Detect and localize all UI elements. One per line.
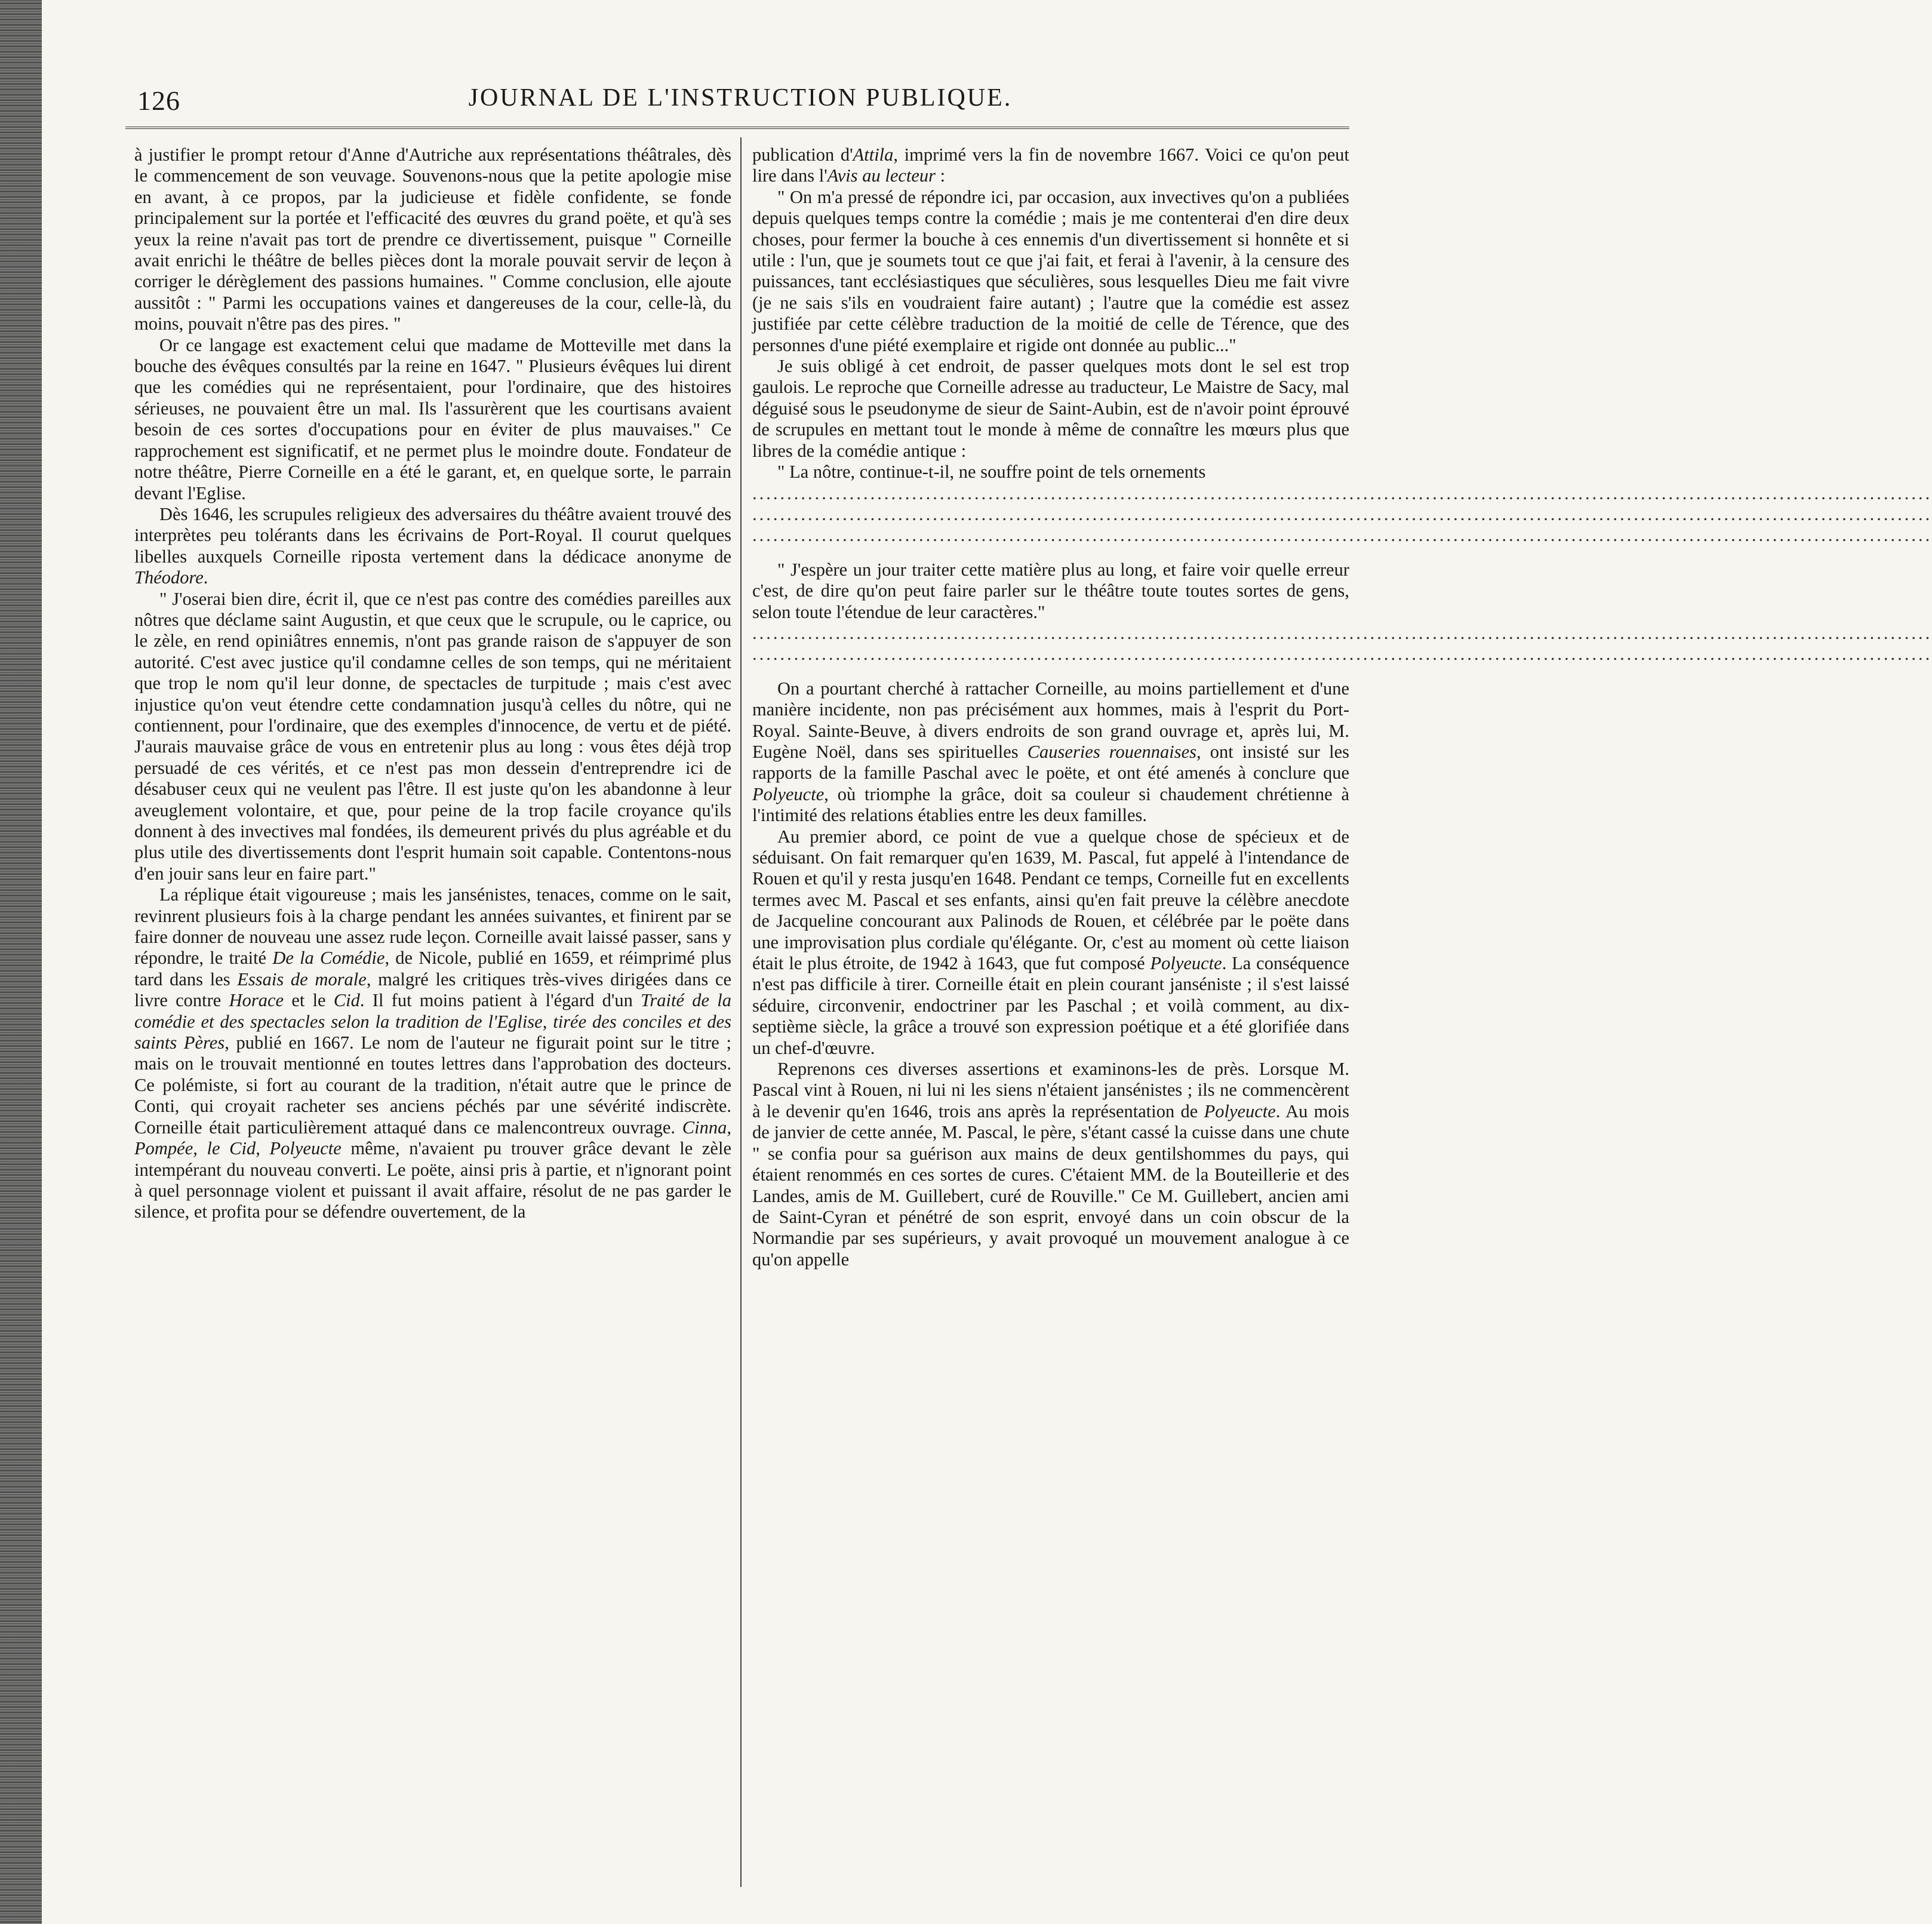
page	[119, 78, 1932, 1893]
right-column	[752, 145, 1932, 1270]
italic-title: Théodore	[134, 567, 204, 588]
scan-edge	[0, 0, 42, 1924]
quotation-paragraph: " J'oserai bien dire, écrit il, que ce n'est pas contre des comédies pareilles aux nôtres que déclame saint Augustin, et que ceux que le scrupule, ou le caprice, ou le zèle, en rend opiniâtres ennemis, n'ont pas grande raison de s'appuyer de son autorité. C'est avec justice qu'il condamne celles de son temps, qui ne méritaient que trop le nom qu'il leur donne, de spectacles de turpitude ; mais c'est avec injustice qu'on veut étendre cette condamnation jusqu'à celles du nôtre, qui ne contiennent, pour l'ordinaire, que des exemples d'innocence, de vertu et de piété. J'aurais mauvaise grâce de vous en entretenir plus au long : vous êtes déjà trop persuadé de ces vérités, et ce n'est pas mon dessein d'entreprendre ici de désabuser ceux qui ne veulent pas l'être. Il est juste qu'on les abandonne à leur aveuglement volontaire, et que, pour peine de la trop facile croyance qu'ils donnent à des invectives mal fondées, ils demeurent privés du plus agréable et du plus utile des divertissements dont l'esprit humain soit capable. Contentons-nous d'en jouir sans leur en faire part."	[134, 588, 731, 884]
omission-dots: ..........................................................................................................................................................................	[752, 482, 1932, 503]
quotation-paragraph: " J'espère un jour traiter cette matière plus au long, et faire voir quelle erreur c'est, de dire qu'on peut faire parler sur le théâtre toute toutes sortes de gens, selon toute l'étendue de leur caractères."	[752, 559, 1349, 622]
omission-dots: ..........................................................................................................................................................................	[752, 525, 1932, 546]
quotation-paragraph: " La nôtre, continue-t-il, ne souffre point de tels ornements	[777, 462, 1206, 482]
paragraph: Je suis obligé à cet endroit, de passer quelques mots dont le sel est trop gaulois. Le reproche que Corneille adresse au traducteur, Le Maistre de Sacy, mal déguisé sous le pseudonyme de sieur de Saint-Aubin, est de n'avoir point éprouvé de scrupules en mettant tout le monde à même de connaître les mœurs plus que libres de la comédie antique :	[752, 356, 1349, 461]
paragraph: La réplique était vigoureuse ; mais les jansénistes, tenaces, comme on le sait, revinrent plusieurs fois à la charge pendant les années suivantes, et finirent par se faire donner de nouveau une assez rude leçon. Corneille avait laissé passer, sans y répondre, le traité De la Comédie, de Nicole, publié en 1659, et réimprimé plus tard dans les Essais de morale, malgré les critiques très-vives dirigées dans ce livre contre Horace et le Cid. Il fut moins patient à l'égard d'un Traité de la comédie et des spectacles selon la tradition de l'Eglise, tirée des conciles et des saints Pères, publié en 1667. Le nom de l'auteur ne figurait point sur le titre ; mais on le trouvait mentionné en toutes lettres dans l'approbation des docteurs. Ce polémiste, si fort au courant de la tradition, n'était autre que le prince de Conti, qui croyait racheter ses anciens péchés par une sévérité indiscrète. Corneille était particulièrement attaqué dans ce malencontreux ouvrage. Cinna, Pompée, le Cid, Polyeucte même, n'avaient pu trouver grâce devant le zèle intempérant du nouveau converti. Le poëte, ainsi pris à partie, et n'ignorant point à quel personnage violent et puissant il avait affaire, résolut de ne pas garder le silence, et profita pour se défendre ouvertement, de la	[134, 884, 731, 1222]
paragraph: publication d'Attila, imprimé vers la fin de novembre 1667. Voici ce qu'on peut lire dans l'Avis au lecteur :	[752, 145, 1349, 186]
paragraph: Or ce langage est exactement celui que madame de Motteville met dans la bouche des évêques consultés par la reine en 1647. " Plusieurs évêques lui dirent que les comédies qui ne représentaient, pour l'ordinaire, que des histoires sérieuses, ne pouvaient être un mal. Ils l'assurèrent que les courtisans avaient besoin de ces sortes d'occupations pour en éviter de plus mauvaises." Ce rapprochement est significatif, et ne permet plus le moindre doute. Fondateur de notre théâtre, Pierre Corneille en a été le garant, et, en quelque sorte, le parrain devant l'Eglise.	[134, 334, 731, 503]
column-divider	[740, 137, 742, 1887]
paragraph: Dès 1646, les scrupules religieux des adversaires du théâtre avaient trouvé des interprètes peu tolérants dans les écrivains de Port-Royal. Il courut quelques libelles auxquels Corneille riposta vertement dans la dédicace anonyme de Théodore.	[134, 503, 731, 588]
page-header	[119, 78, 1361, 119]
running-title: JOURNAL DE L'INSTRUCTION PUBLIQUE.	[468, 84, 1013, 112]
paragraph: à justifier le prompt retour d'Anne d'Autriche aux représentations théâtrales, dès le commencement de son veuvage. Souvenons-nous que la petite apologie mise en avant, à ce propos, par la judicieuse et fidèle confidente, se fonde principalement sur la portée et l'efficacité des œuvres du grand poëte, et qu'à ses yeux la reine n'avait pas tort de prendre ce divertissement, puisque " Corneille avait enrichi le théâtre de belles pièces dont la morale pouvait servir de leçon à corriger le dérèglement des passions humaines. " Comme conclusion, elle ajoute aussitôt : " Parmi les occupations vaines et dangereuses de la cour, celle-là, du moins, pouvait n'être pas des pires. "	[134, 145, 731, 334]
paragraph: Reprenons ces diverses assertions et examinons-les de près. Lorsque M. Pascal vint à Rouen, ni lui ni les siens n'étaient jansénistes ; ils ne commencèrent à le devenir qu'en 1646, trois ans après la représentation de Polyeucte. Au mois de janvier de cette année, M. Pascal, le père, s'étant cassé la cuisse dans une chute " se confia pour sa guérison aux mains de deux gentilshommes du pays, qui étaient renommés en ces sortes de cures. C'étaient MM. de la Bouteillerie et des Landes, amis de M. Guillebert, curé de Rouville." Ce M. Guillebert, ancien ami de Saint-Cyran et pénétré de son esprit, envoyé dans un coin obscur de la Normandie par ses supérieurs, y avait provoqué un mouvement analogue à ce qu'on appelle	[752, 1059, 1349, 1270]
omission-dots: ..........................................................................................................................................................................	[752, 622, 1932, 643]
page-number: 126	[137, 85, 180, 116]
left-column	[134, 145, 731, 1223]
paragraph: Au premier abord, ce point de vue a quelque chose de spécieux et de séduisant. On fait remarquer qu'en 1639, M. Pascal, fut appelé à l'intendance de Rouen et qu'il y resta jusqu'en 1648. Pendant ce temps, Corneille fut en excellents termes avec M. Pascal et ses enfants, ainsi qu'en fait preuve la célèbre anecdote de Jacqueline concourant aux Palinods de Rouen, et célébrée par le poëte dans une improvisation plus cordiale qu'élégante. Or, c'est au moment où cette liaison était le plus étroite, de 1942 à 1643, que fut composé Polyeucte. La conséquence n'est pas difficile à tirer. Corneille était en plein courant janséniste ; il s'est laissé séduire, circonvenir, endoctriner par les Paschal ; et voilà comment, au dix-septième siècle, la grâce a trouvé son expression poétique et a été glorifiée dans un chef-d'œuvre.	[752, 826, 1349, 1058]
paragraph: On a pourtant cherché à rattacher Corneille, au moins partiellement et d'une manière incidente, non pas précisément aux hommes, mais à l'esprit du Port-Royal. Sainte-Beuve, à divers endroits de son grand ouvrage et, après lui, M. Eugène Noël, dans ses spirituelles Causeries rouennaises, ont insisté sur les rapports de la famille Paschal avec le poëte, et ont été amenés à conclure que Polyeucte, où triomphe la grâce, doit sa couleur si chaudement chrétienne à l'intimité des relations établies entre les deux familles.	[752, 678, 1349, 826]
header-rule	[125, 127, 1349, 129]
omission-dots: ..........................................................................................................................................................................	[752, 644, 1932, 665]
quotation-paragraph: " On m'a pressé de répondre ici, par occasion, aux invectives qu'on a publiées depuis quelques temps contre la comédie ; mais je me contenterai d'en dire deux choses, pour fermer la bouche à ces ennemis d'un divertissement si honnête et si utile : l'un, que je soumets tout ce que j'ai fait, et ferai à l'avenir, à la censure des puissances, tant ecclésiastiques que séculières, sous lesquelles Dieu me fait vivre (je ne sais s'ils en voudraient faire autant) ; l'autre que la comédie est assez justifiée par cette célèbre traduction de la moitié de celle de Térence, que des personnes d'une piété exemplaire et rigide ont donnée au public..."	[752, 186, 1349, 355]
omission-dots: ..........................................................................................................................................................................	[752, 503, 1932, 524]
